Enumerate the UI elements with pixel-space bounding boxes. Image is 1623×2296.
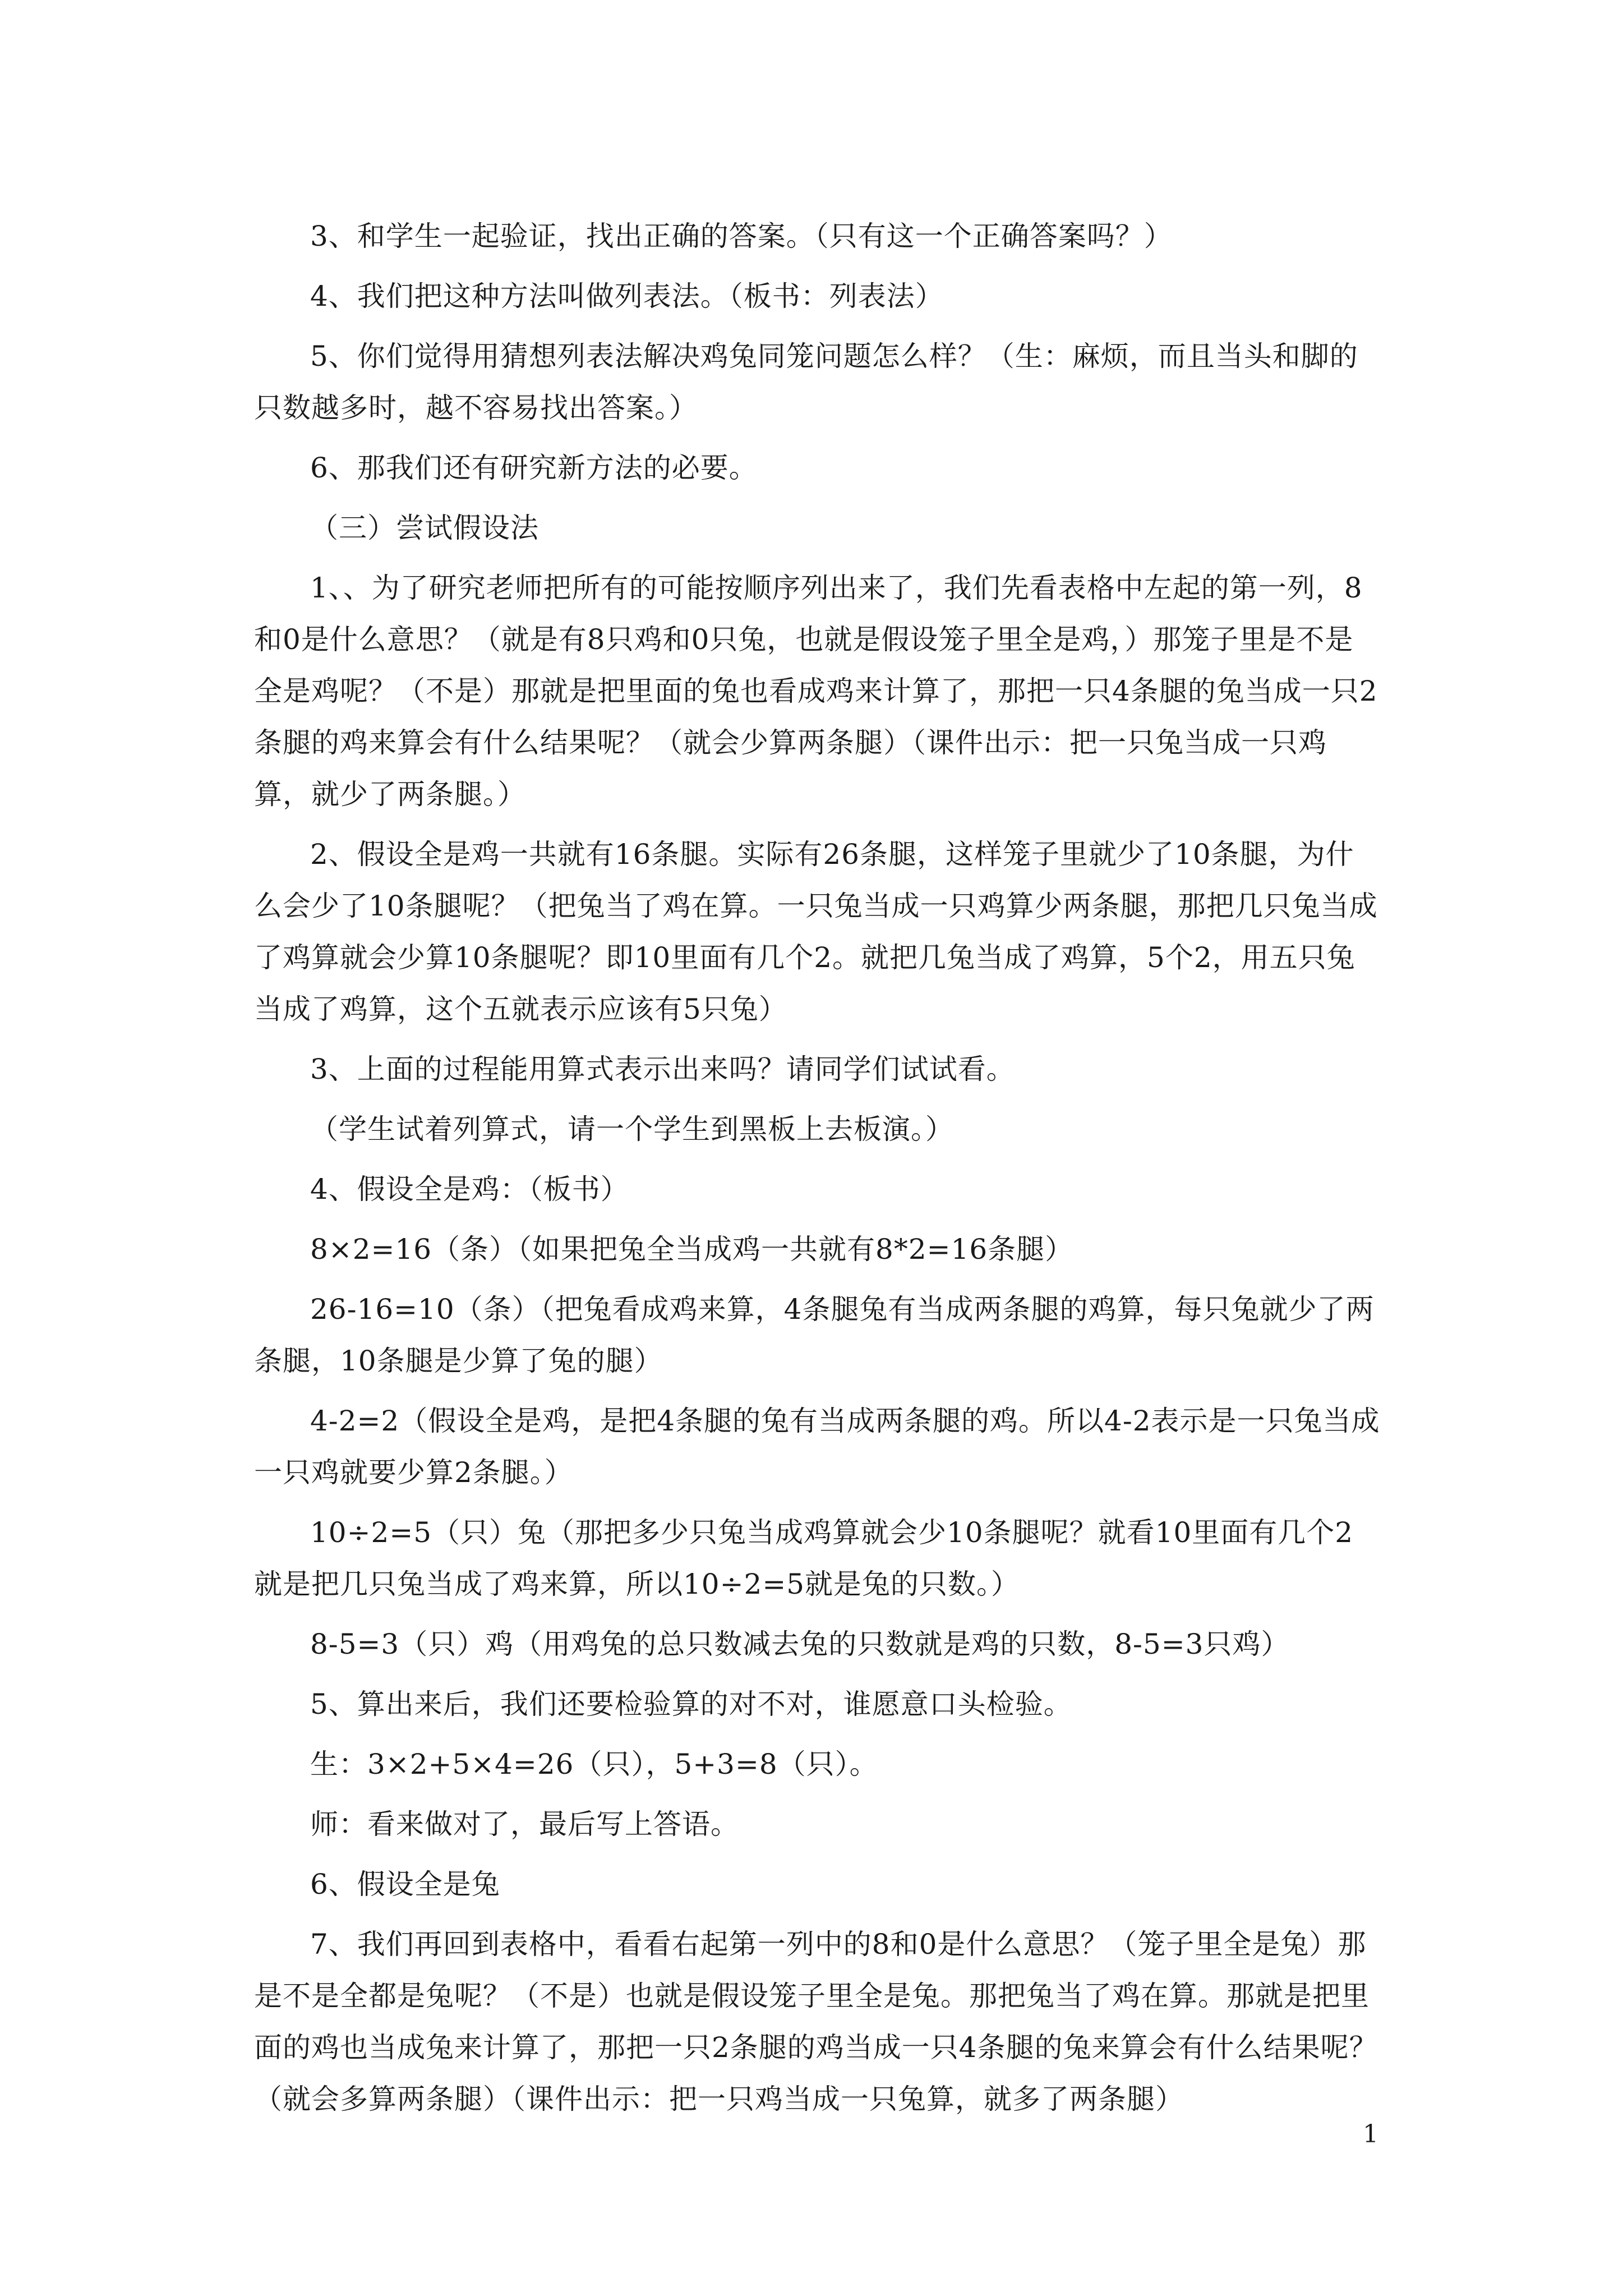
- paragraph-verify-answer: 3、和学生一起验证，找出正确的答案。（只有这一个正确答案吗？）: [310, 220, 1173, 252]
- paragraph-teacher-reply: 师：看来做对了，最后写上答语。: [310, 1808, 739, 1841]
- document-body: [254, 210, 1381, 2133]
- paragraph-step-2: 2、假设全是鸡一共就有16条腿。实际有26条腿，这样笼子里就少了10条腿，为什么会少了10条腿呢？（把兔当了鸡在算。一只兔当成一只鸡算少两条腿，那把几只兔当成了鸡算就会少算10条腿呢？即10里面有几个2。就把几兔当成了鸡算，5个2，用五只兔当成了鸡算，这个五就表示应该有5只兔）: [254, 838, 1378, 1025]
- paragraph-student-check: 生：3×2+5×4=26（只），5+3=8（只）。: [310, 1748, 878, 1780]
- paragraph-step-5: 5、算出来后，我们还要检验算的对不对，谁愿意口头检验。: [310, 1688, 1072, 1720]
- paragraph-step-6: 6、假设全是兔: [310, 1868, 500, 1901]
- page-number: 1: [1363, 2120, 1378, 2148]
- equation-line-3: 4-2=2（假设全是鸡，是把4条腿的兔有当成两条腿的鸡。所以4-2表示是一只兔当成一只鸡就要少算2条腿。）: [254, 1405, 1380, 1489]
- paragraph-step-7: 7、我们再回到表格中，看看右起第一列中的8和0是什么意思？（笼子里全是兔）那是不是全都是兔呢？（不是）也就是假设笼子里全是兔。那把兔当了鸡在算。那就是把里面的鸡也当成兔来计算了，那把一只2条腿的鸡当成一只4条腿的兔来算会有什么结果呢？（就会多算两条腿）（课件出示：把一只鸡当成一只兔算，就多了两条腿）: [254, 1928, 1378, 2115]
- equation-line-4: 10÷2=5（只）兔（那把多少只兔当成鸡算就会少10条腿呢？就看10里面有几个2就是把几只兔当成了鸡来算，所以10÷2=5就是兔的只数。）: [254, 1516, 1354, 1600]
- paragraph-step-4: 4、假设全是鸡：（板书）: [310, 1173, 629, 1205]
- equation-line-5: 8-5=3（只）鸡（用鸡兔的总只数减去兔的只数就是鸡的只数，8-5=3只鸡）: [310, 1628, 1290, 1660]
- equation-line-2: 26-16=10（条）（把兔看成鸡来算，4条腿兔有当成两条腿的鸡算，每只兔就少了两条腿，10条腿是少算了兔的腿）: [254, 1293, 1375, 1377]
- paragraph-new-method-need: 6、那我们还有研究新方法的必要。: [310, 452, 758, 484]
- paragraph-step-3: 3、上面的过程能用算式表示出来吗？请同学们试试看。: [310, 1053, 1015, 1085]
- paragraph-list-method: 4、我们把这种方法叫做列表法。（板书：列表法）: [310, 280, 944, 312]
- equation-line-1: 8×2=16（条）（如果把兔全当成鸡一共就有8*2=16条腿）: [310, 1233, 1074, 1266]
- paragraph-step-1: 1、、为了研究老师把所有的可能按顺序列出来了，我们先看表格中左起的第一列，8和0是什么意思？（就是有8只鸡和0只兔，也就是假设笼子里全是鸡，）那笼子里是不是全是鸡呢？（不是）那就是把里面的兔也看成鸡来计算了，那把一只4条腿的兔当成一只2条腿的鸡来算会有什么结果呢？（就会少算两条腿）（课件出示：把一只兔当成一只鸡算，就少了两条腿。）: [254, 572, 1378, 811]
- section-heading-assumption-method: （三）尝试假设法: [310, 512, 539, 544]
- paragraph-evaluate-guessing: 5、你们觉得用猜想列表法解决鸡兔同笼问题怎么样？（生：麻烦，而且当头和脚的只数越多时，越不容易找出答案。）: [254, 340, 1358, 424]
- paragraph-student-board: （学生试着列算式，请一个学生到黑板上去板演。）: [310, 1113, 954, 1145]
